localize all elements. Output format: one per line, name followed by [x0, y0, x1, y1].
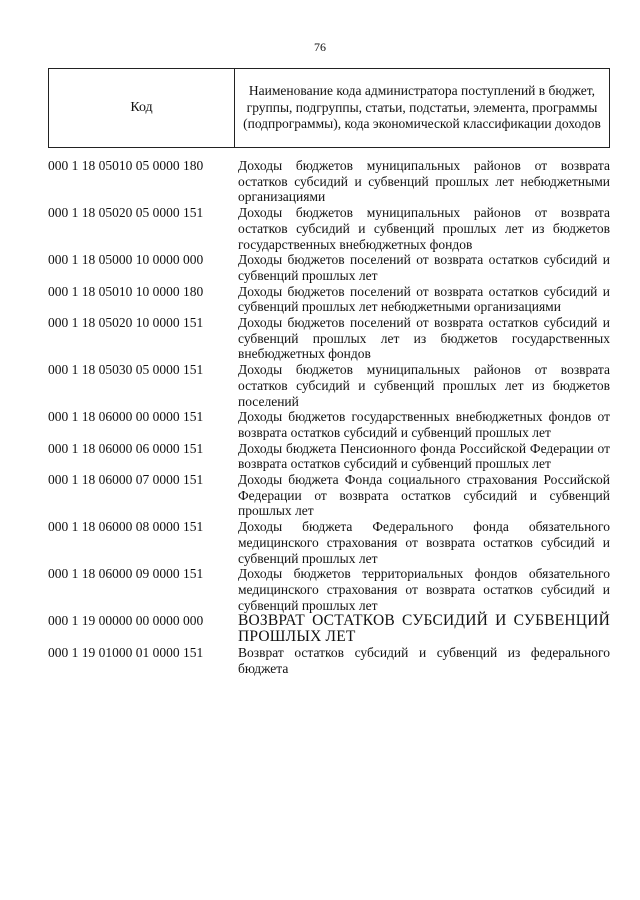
table-row	[48, 409, 610, 440]
table-row	[48, 362, 610, 409]
header-code-label: Код	[49, 69, 235, 147]
row-description: Доходы бюджетов поселений от возврата остатков субсидий и субвенций прошлых лет	[238, 252, 610, 283]
row-description: Доходы бюджета Фонда социального страхования Российской Федерации от возврата остатков субсидий и субвенций прошлых лет	[238, 472, 610, 519]
table-row	[48, 315, 610, 362]
page-number: 76	[314, 40, 326, 54]
row-description: Возврат остатков субсидий и субвенций из федерального бюджета	[238, 645, 610, 677]
row-code: 000 1 18 05020 10 0000 151	[48, 315, 204, 331]
row-code: 000 1 19 01000 01 0000 151	[48, 645, 204, 661]
row-description: Доходы бюджета Федерального фонда обязательного медицинского страхования от возврата остатков субсидий и субвенций прошлых лет	[238, 519, 610, 566]
row-description: Доходы бюджетов муниципальных районов от возврата остатков субсидий и субвенций прошлых лет из бюджетов государственных внебюджетных фондов	[238, 205, 610, 252]
row-code: 000 1 18 05030 05 0000 151	[48, 362, 204, 378]
row-code: 000 1 19 00000 00 0000 000	[48, 613, 204, 629]
table-row	[48, 158, 610, 205]
row-description: ВОЗВРАТ ОСТАТКОВ СУБСИДИЙ И СУБВЕНЦИЙ ПРОШЛЫХ ЛЕТ	[238, 612, 610, 646]
table-row	[48, 519, 610, 566]
row-description: Доходы бюджетов поселений от возврата остатков субсидий и субвенций прошлых лет из бюджетов государственных внебюджетных фондов	[238, 315, 610, 362]
table-row	[48, 441, 610, 472]
header-name-label: Наименование кода администратора поступлений в бюджет, группы, подгруппы, статьи, подстатьи, элемента, программы (подпрограммы), кода экономической классификации доходов	[243, 83, 601, 132]
row-code: 000 1 18 05000 10 0000 000	[48, 252, 204, 268]
classification-table	[48, 158, 610, 677]
table-row	[48, 472, 610, 519]
table-header	[48, 68, 610, 148]
row-code: 000 1 18 06000 00 0000 151	[48, 409, 204, 425]
row-description: Доходы бюджетов муниципальных районов от возврата остатков субсидий и субвенций прошлых лет из бюджетов поселений	[238, 362, 610, 409]
row-code: 000 1 18 06000 09 0000 151	[48, 566, 204, 582]
row-code: 000 1 18 06000 06 0000 151	[48, 440, 204, 456]
row-description: Доходы бюджетов территориальных фондов обязательного медицинского страхования от возврата остатков субсидий и субвенций прошлых лет	[238, 566, 610, 613]
row-description: Доходы бюджета Пенсионного фонда Российской Федерации от возврата остатков субсидий и субвенций прошлых лет	[238, 440, 610, 472]
row-description: Доходы бюджетов государственных внебюджетных фондов от возврата остатков субсидий и субвенций прошлых лет	[238, 409, 610, 440]
table-row	[48, 613, 610, 645]
row-code: 000 1 18 05010 10 0000 180	[48, 283, 204, 299]
table-row	[48, 205, 610, 252]
row-code: 000 1 18 06000 07 0000 151	[48, 472, 204, 488]
row-code: 000 1 18 06000 08 0000 151	[48, 519, 204, 535]
row-code: 000 1 18 05010 05 0000 180	[48, 158, 204, 173]
row-description: Доходы бюджетов поселений от возврата остатков субсидий и субвенций прошлых лет небюджетными организациями	[238, 283, 610, 315]
table-row	[48, 252, 610, 283]
table-row	[48, 566, 610, 613]
table-row	[48, 284, 610, 315]
table-row	[48, 645, 610, 676]
row-code: 000 1 18 05020 05 0000 151	[48, 205, 204, 221]
row-description: Доходы бюджетов муниципальных районов от возврата остатков субсидий и субвенций прошлых лет небюджетными организациями	[238, 158, 610, 205]
